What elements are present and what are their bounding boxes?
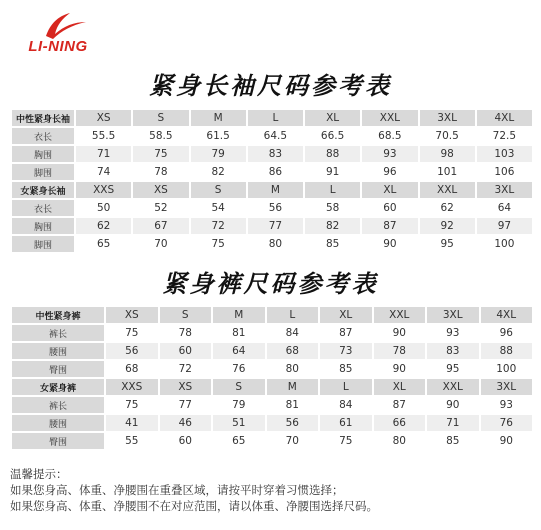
measurement-label: 腰围 <box>12 343 104 359</box>
measurement-value: 82 <box>305 218 360 234</box>
size-header-cell: S <box>133 110 188 126</box>
measurement-row <box>12 397 532 413</box>
measurement-value: 103 <box>477 146 532 162</box>
measurement-value: 68 <box>267 343 319 359</box>
measurement-value: 100 <box>481 361 533 377</box>
size-header-cell: M <box>267 379 319 395</box>
measurement-value: 46 <box>160 415 212 431</box>
size-header-cell: 3XL <box>420 110 475 126</box>
measurement-value: 70 <box>267 433 319 449</box>
measurement-value: 85 <box>320 361 372 377</box>
measurement-row <box>12 128 532 144</box>
size-header-cell: 3XL <box>481 379 533 395</box>
size-header-cell: M <box>191 110 246 126</box>
measurement-value: 95 <box>420 236 475 252</box>
measurement-value: 65 <box>76 236 131 252</box>
size-header-cell: XXS <box>76 182 131 198</box>
measurement-value: 90 <box>374 325 426 341</box>
pants-title: 紧身裤尺码参考表 <box>162 270 379 298</box>
size-header-cell: L <box>267 307 319 323</box>
measurement-value: 70 <box>133 236 188 252</box>
men-category-label: 中性紧身长袖 <box>12 110 74 126</box>
measurement-value: 95 <box>427 361 479 377</box>
measurement-value: 79 <box>191 146 246 162</box>
measurement-value: 72 <box>160 361 212 377</box>
measurement-value: 41 <box>106 415 158 431</box>
measurement-value: 65 <box>213 433 265 449</box>
measurement-label: 脚围 <box>12 236 74 252</box>
measurement-value: 78 <box>133 164 188 180</box>
measurement-value: 82 <box>191 164 246 180</box>
measurement-value: 72 <box>191 218 246 234</box>
li-ning-swoosh-icon <box>16 10 100 40</box>
measurement-value: 96 <box>481 325 533 341</box>
size-header-cell: XS <box>106 307 158 323</box>
measurement-label: 臀围 <box>12 361 104 377</box>
measurement-value: 83 <box>248 146 303 162</box>
measurement-row <box>12 218 532 234</box>
measurement-value: 85 <box>305 236 360 252</box>
notes-heading: 温馨提示： <box>10 467 68 481</box>
size-header-cell: XL <box>320 307 372 323</box>
measurement-value: 93 <box>427 325 479 341</box>
men-size-header-row <box>12 307 532 323</box>
measurement-value: 64.5 <box>248 128 303 144</box>
measurement-value: 66.5 <box>305 128 360 144</box>
measurement-value: 78 <box>374 343 426 359</box>
measurement-value: 91 <box>305 164 360 180</box>
measurement-label: 胸围 <box>12 146 74 162</box>
measurement-value: 83 <box>427 343 479 359</box>
measurement-label: 胸围 <box>12 218 74 234</box>
measurement-value: 92 <box>420 218 475 234</box>
men-category-label: 中性紧身裤 <box>12 307 104 323</box>
measurement-row <box>12 415 532 431</box>
measurement-value: 88 <box>481 343 533 359</box>
size-header-cell: XXL <box>374 307 426 323</box>
size-header-cell: L <box>305 182 360 198</box>
measurement-value: 100 <box>477 236 532 252</box>
measurement-value: 80 <box>374 433 426 449</box>
notes-line-1: 如果您身高、体重、净腰围在重叠区域，请按平时穿着习惯选择； <box>10 483 344 497</box>
measurement-value: 93 <box>362 146 417 162</box>
measurement-value: 76 <box>213 361 265 377</box>
measurement-value: 50 <box>76 200 131 216</box>
measurement-value: 97 <box>477 218 532 234</box>
measurement-value: 62 <box>420 200 475 216</box>
measurement-value: 79 <box>213 397 265 413</box>
measurement-value: 75 <box>106 397 158 413</box>
measurement-value: 74 <box>76 164 131 180</box>
size-header-cell: L <box>248 110 303 126</box>
notes-line-2: 如果您身高、体重、净腰围不在对应范围，请以体重、净腰围选择尺码。 <box>10 499 378 513</box>
measurement-value: 68 <box>106 361 158 377</box>
measurement-value: 85 <box>427 433 479 449</box>
measurement-row <box>12 325 532 341</box>
measurement-value: 62 <box>76 218 131 234</box>
measurement-row <box>12 433 532 449</box>
measurement-value: 77 <box>248 218 303 234</box>
measurement-value: 56 <box>267 415 319 431</box>
measurement-value: 72.5 <box>477 128 532 144</box>
measurement-value: 80 <box>267 361 319 377</box>
size-header-cell: 4XL <box>477 110 532 126</box>
size-header-cell: M <box>248 182 303 198</box>
measurement-value: 88 <box>305 146 360 162</box>
size-header-cell: XXL <box>420 182 475 198</box>
size-header-cell: XXL <box>362 110 417 126</box>
brand-logo <box>16 10 100 56</box>
measurement-value: 55 <box>106 433 158 449</box>
measurement-value: 75 <box>191 236 246 252</box>
size-header-cell: XXL <box>427 379 479 395</box>
measurement-row <box>12 361 532 377</box>
measurement-value: 67 <box>133 218 188 234</box>
measurement-value: 54 <box>191 200 246 216</box>
measurement-value: 84 <box>320 397 372 413</box>
measurement-value: 90 <box>427 397 479 413</box>
measurement-label: 裤长 <box>12 325 104 341</box>
measurement-value: 71 <box>76 146 131 162</box>
measurement-row <box>12 236 532 252</box>
measurement-label: 衣长 <box>12 128 74 144</box>
measurement-value: 70.5 <box>420 128 475 144</box>
size-header-cell: S <box>160 307 212 323</box>
measurement-label: 裤长 <box>12 397 104 413</box>
measurement-value: 80 <box>248 236 303 252</box>
size-header-cell: S <box>191 182 246 198</box>
women-size-header-row <box>12 379 532 395</box>
measurement-label: 臀围 <box>12 433 104 449</box>
measurement-value: 68.5 <box>362 128 417 144</box>
measurement-value: 87 <box>374 397 426 413</box>
measurement-value: 61.5 <box>191 128 246 144</box>
measurement-value: 75 <box>133 146 188 162</box>
measurement-value: 55.5 <box>76 128 131 144</box>
measurement-value: 58.5 <box>133 128 188 144</box>
size-header-cell: XS <box>76 110 131 126</box>
size-header-cell: XXS <box>106 379 158 395</box>
size-header-cell: XS <box>160 379 212 395</box>
measurement-value: 101 <box>420 164 475 180</box>
measurement-value: 87 <box>362 218 417 234</box>
measurement-value: 84 <box>267 325 319 341</box>
measurement-value: 90 <box>374 361 426 377</box>
size-header-cell: S <box>213 379 265 395</box>
measurement-value: 98 <box>420 146 475 162</box>
measurement-value: 58 <box>305 200 360 216</box>
men-size-header-row <box>12 110 532 126</box>
measurement-value: 90 <box>481 433 533 449</box>
measurement-value: 64 <box>477 200 532 216</box>
measurement-value: 56 <box>106 343 158 359</box>
size-notes <box>10 466 530 514</box>
women-category-label: 女紧身裤 <box>12 379 104 395</box>
size-header-cell: 4XL <box>481 307 533 323</box>
size-header-cell: 3XL <box>427 307 479 323</box>
women-size-header-row <box>12 182 532 198</box>
measurement-row <box>12 146 532 162</box>
measurement-value: 60 <box>160 343 212 359</box>
measurement-value: 60 <box>160 433 212 449</box>
measurement-value: 87 <box>320 325 372 341</box>
measurement-value: 73 <box>320 343 372 359</box>
measurement-value: 61 <box>320 415 372 431</box>
measurement-value: 56 <box>248 200 303 216</box>
measurement-value: 71 <box>427 415 479 431</box>
measurement-label: 衣长 <box>12 200 74 216</box>
measurement-value: 77 <box>160 397 212 413</box>
measurement-value: 60 <box>362 200 417 216</box>
measurement-row <box>12 164 532 180</box>
size-header-cell: XL <box>362 182 417 198</box>
measurement-row <box>12 200 532 216</box>
measurement-label: 脚围 <box>12 164 74 180</box>
size-header-cell: 3XL <box>477 182 532 198</box>
measurement-label: 腰围 <box>12 415 104 431</box>
measurement-value: 66 <box>374 415 426 431</box>
measurement-value: 81 <box>267 397 319 413</box>
measurement-value: 76 <box>481 415 533 431</box>
tops-title: 紧身长袖尺码参考表 <box>149 72 392 100</box>
measurement-value: 52 <box>133 200 188 216</box>
measurement-row <box>12 343 532 359</box>
measurement-value: 90 <box>362 236 417 252</box>
size-header-cell: XL <box>305 110 360 126</box>
size-header-cell: M <box>213 307 265 323</box>
brand-name: LI-NING <box>28 38 88 55</box>
measurement-value: 96 <box>362 164 417 180</box>
measurement-value: 64 <box>213 343 265 359</box>
measurement-value: 93 <box>481 397 533 413</box>
size-header-cell: XS <box>133 182 188 198</box>
measurement-value: 106 <box>477 164 532 180</box>
size-header-cell: L <box>320 379 372 395</box>
measurement-value: 86 <box>248 164 303 180</box>
measurement-value: 78 <box>160 325 212 341</box>
size-header-cell: XL <box>374 379 426 395</box>
measurement-value: 81 <box>213 325 265 341</box>
pants-size-table <box>10 305 534 451</box>
measurement-value: 75 <box>106 325 158 341</box>
measurement-value: 51 <box>213 415 265 431</box>
tops-size-table <box>10 108 534 254</box>
measurement-value: 75 <box>320 433 372 449</box>
women-category-label: 女紧身长袖 <box>12 182 74 198</box>
